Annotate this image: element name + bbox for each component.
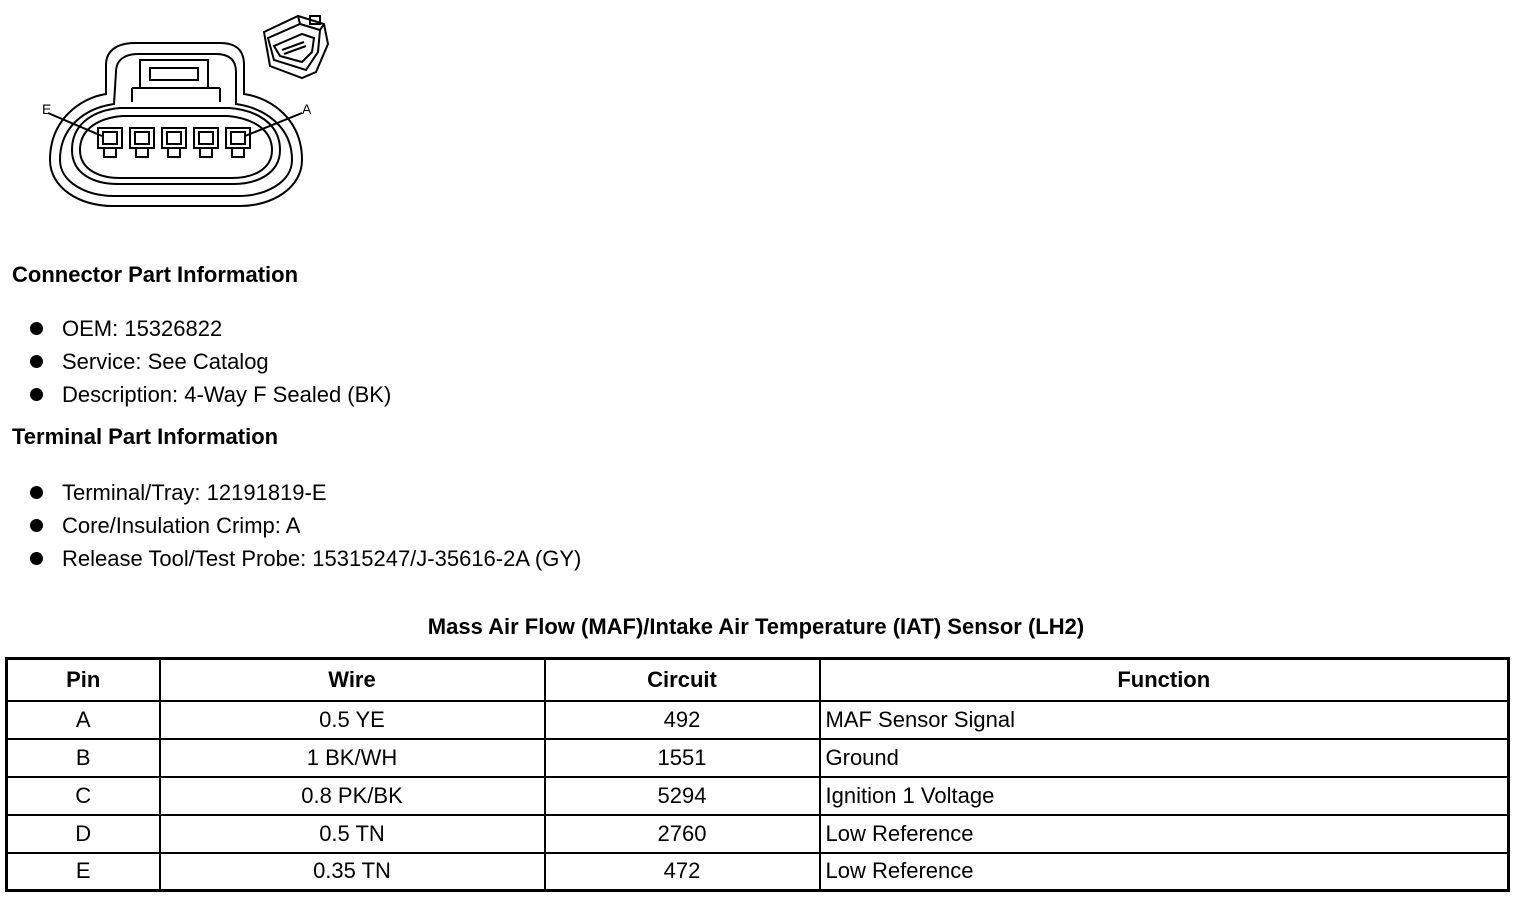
connector-face-drawing [40,10,370,215]
connector-diagram [40,10,370,215]
circuit-cell: 5294 [545,777,820,815]
pin-e-label: E [42,101,52,117]
connector-info-heading: Connector Part Information [12,262,299,287]
table-row [7,777,1509,815]
table-row [7,701,1509,739]
pin-a-label: A [302,101,312,117]
list-item: OEM: 15326822 [30,312,391,345]
function-cell: Low Reference [820,853,1509,891]
function-cell: Low Reference [820,815,1509,853]
bullet-icon [30,486,43,499]
table-row [7,815,1509,853]
list-item: Description: 4-Way F Sealed (BK) [30,378,391,411]
table-title: Mass Air Flow (MAF)/Intake Air Temperature (IAT) Sensor (LH2) [427,614,1085,639]
column-header-wire: Wire [160,659,545,701]
bullet-icon [30,519,43,532]
function-cell: Ignition 1 Voltage [820,777,1509,815]
wire-cell: 0.8 PK/BK [160,777,545,815]
pin-cell: B [7,739,160,777]
table-header-row [7,659,1509,701]
wire-cell: 0.35 TN [160,853,545,891]
circuit-cell: 472 [545,853,820,891]
pin-cell: E [7,853,160,891]
circuit-cell: 1551 [545,739,820,777]
terminal-info-list [30,476,581,575]
wire-cell: 0.5 TN [160,815,545,853]
pin-cell: C [7,777,160,815]
bullet-icon [30,388,43,401]
table-row [7,739,1509,777]
connector-info-list [30,312,391,411]
table-row [7,853,1509,891]
wire-cell: 0.5 YE [160,701,545,739]
pin-cell: D [7,815,160,853]
pinout-table [5,657,1510,892]
column-header-circuit: Circuit [545,659,820,701]
circuit-cell: 492 [545,701,820,739]
function-cell: Ground [820,739,1509,777]
bullet-icon [30,355,43,368]
circuit-cell: 2760 [545,815,820,853]
bullet-icon [30,322,43,335]
terminal-info-heading: Terminal Part Information [12,424,279,449]
pin-cell: A [7,701,160,739]
bullet-icon [30,552,43,565]
column-header-pin: Pin [7,659,160,701]
column-header-function: Function [820,659,1509,701]
list-item: Terminal/Tray: 12191819-E [30,476,581,509]
list-item: Core/Insulation Crimp: A [30,509,581,542]
wire-cell: 1 BK/WH [160,739,545,777]
function-cell: MAF Sensor Signal [820,701,1509,739]
list-item: Service: See Catalog [30,345,391,378]
list-item: Release Tool/Test Probe: 15315247/J-35616-2A (GY) [30,542,581,575]
